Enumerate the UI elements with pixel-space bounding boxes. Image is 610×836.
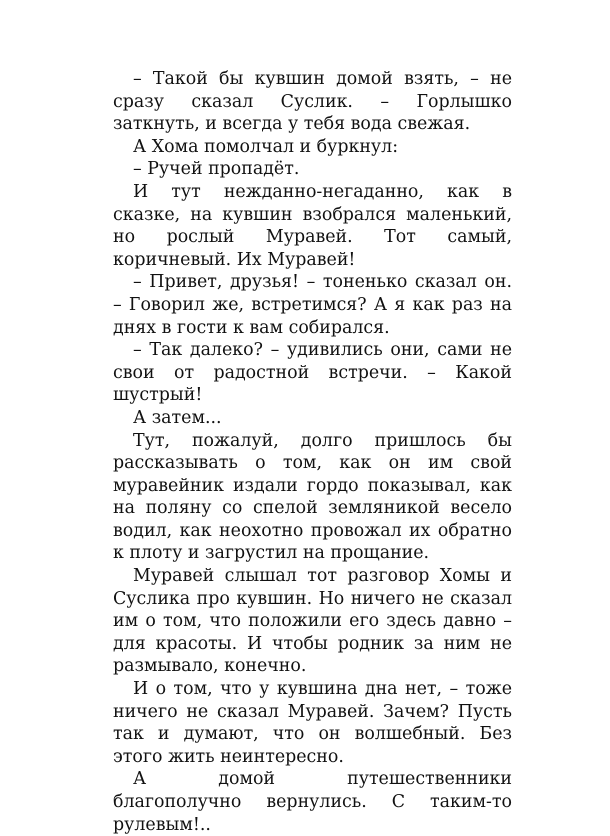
paragraph: А Хома помолчал и буркнул: xyxy=(133,136,399,157)
paragraph: А домой путешественники благополучно вернулись. С таким-то рулевым!.. xyxy=(113,769,512,835)
paragraph: И о том, что у кувшина дна нет, – тоже ничего не сказал Муравей. Зачем? Пусть так и думают, что он волшебный. Без этого жить неинтересно. xyxy=(113,679,512,767)
paragraph: – Привет, друзья! – тоненько сказал он. – Говорил же, встретимся? А я как раз на днях в гости к вам собирался. xyxy=(113,272,512,338)
paragraph: – Такой бы кувшин домой взять, – не сразу сказал Суслик. – Горлышко заткнуть, и всегда у тебя вода свежая. xyxy=(113,69,512,135)
paragraph: – Так далеко? – удивились они, сами не свои от радостной встречи. – Какой шустрый! xyxy=(113,340,512,406)
paragraph: И тут нежданно-негаданно, как в сказке, на кувшин взобрался маленький, но рослый Муравей. Тот самый, коричневый. Их Муравей! xyxy=(113,181,512,270)
story-text xyxy=(113,68,512,836)
paragraph: Тут, пожалуй, долго пришлось бы рассказывать о том, как он им свой муравейник издали гордо показывал, как на поляну со спелой земляникой весело водил, как неохотно провожал их обратно к плоту и загрустил на прощание. xyxy=(113,430,512,564)
paragraph: Муравей слышал тот разговор Хомы и Суслика про кувшин. Но ничего не сказал им о том, что положили его здесь давно – для красоты. И чтобы родник за ним не размывало, конечно. xyxy=(113,566,512,677)
paragraph: – Ручей пропадёт. xyxy=(133,159,300,180)
paragraph: А затем... xyxy=(133,407,222,428)
